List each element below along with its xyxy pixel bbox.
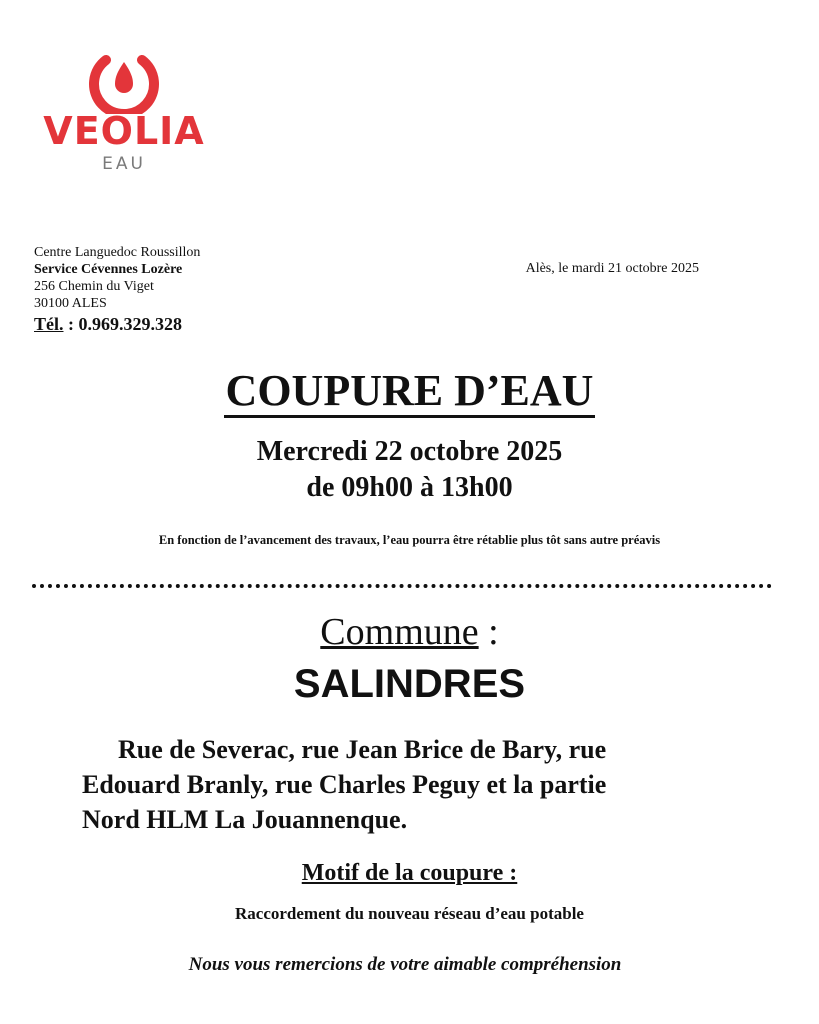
sender-city: 30100 ALES [34, 296, 107, 311]
phone-number: : 0.969.329.328 [63, 314, 182, 334]
sender-address [34, 244, 200, 336]
commune-label: Commune [320, 611, 479, 653]
logo-brand: VEOLIA [43, 109, 205, 153]
commune-heading [0, 610, 819, 654]
outage-day: Mercredi 22 octobre 2025 [256, 436, 563, 467]
streets-line-2: Edouard Branly, rue Charles Peguy et la partie [82, 770, 607, 799]
sender-phone [34, 312, 200, 336]
outage-schedule [0, 434, 819, 506]
title-text: COUPURE D’EAU [224, 366, 596, 418]
motif-reason: Raccordement du nouveau réseau d’eau potable [235, 904, 584, 923]
thanks-line: Nous vous remercions de votre aimable compréhension [188, 954, 622, 975]
streets-line-3: Nord HLM La Jouannenque. [82, 805, 408, 834]
dotted-divider [32, 584, 772, 588]
veolia-logo [36, 48, 212, 178]
affected-streets [82, 732, 762, 837]
sender-street: 256 Chemin du Viget [34, 279, 154, 294]
sender-service: Service Cévennes Lozère [34, 262, 183, 277]
date-line: Alès, le mardi 21 octobre 2025 [525, 261, 699, 276]
sender-center: Centre Languedoc Roussillon [34, 245, 201, 260]
logo-sub: EAU [102, 154, 146, 174]
commune-colon: : [478, 611, 499, 653]
commune-name: SALINDRES [293, 662, 526, 706]
motif-label: Motif de la coupure : [301, 860, 518, 886]
restoration-notice: En fonction de l’avancement des travaux, l’eau pourra être rétablie plus tôt sans autre préavis [158, 533, 661, 547]
veolia-drop-icon [84, 48, 164, 114]
motif-heading [0, 858, 819, 888]
page-title [0, 366, 819, 416]
outage-hours: de 09h00 à 13h00 [306, 472, 513, 503]
phone-label: Tél. [34, 314, 64, 334]
streets-line-1: Rue de Severac, rue Jean Brice de Bary, rue [118, 735, 607, 764]
